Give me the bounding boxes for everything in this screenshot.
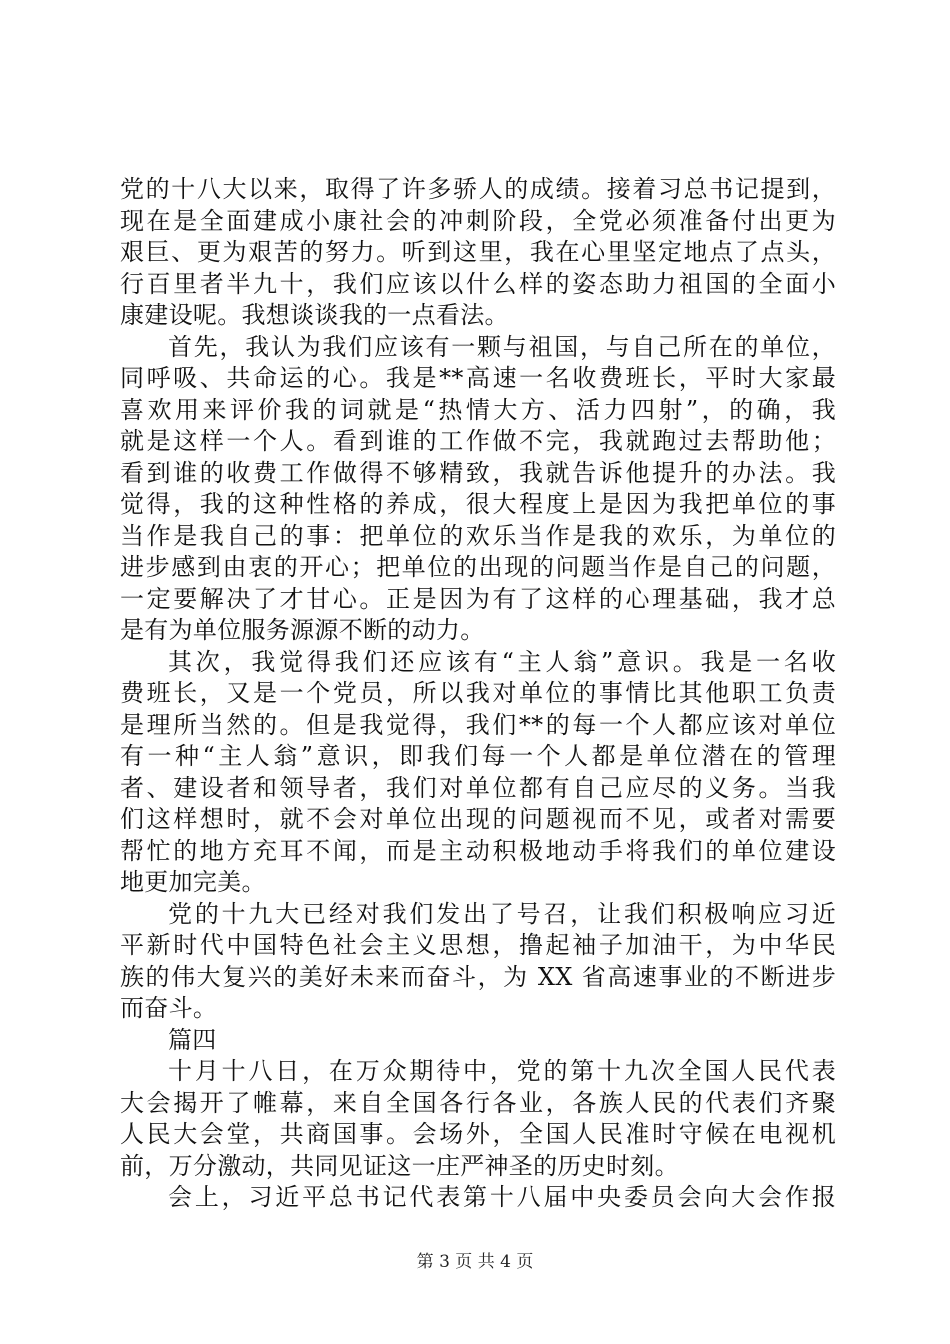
text-line: 有一种“主人翁”意识，即我们每一个人都是单位潜在的管理 [120,742,836,770]
text-line: 艰巨、更为艰苦的努力。听到这里，我在心里坚定地点了点头， [120,238,836,266]
text-line: 党的十九大已经对我们发出了号召，让我们积极响应习近 [168,899,836,928]
text-line: 十月十八日，在万众期待中，党的第十九次全国人民代表 [168,1057,836,1085]
text-line: 行百里者半九十，我们应该以什么样的姿态助力祖国的全面小 [120,269,836,298]
text-line: 而奋斗。 [120,994,218,1022]
text-line: 前，万分激动，共同见证这一庄严神圣的历史时刻。 [120,1151,679,1180]
text-line: 喜欢用来评价我的词就是“热情大方、活力四射”，的确，我 [120,395,836,424]
text-line: 党的十八大以来，取得了许多骄人的成绩。接着习总书记提到， [120,175,836,203]
text-line: 人民大会堂，共商国事。会场外，全国人民准时守候在电视机 [120,1120,836,1148]
text-line: 就是这样一个人。看到谁的工作做不完，我就跑过去帮助他； [120,427,836,455]
text-line: 进步感到由衷的开心；把单位的出现的问题当作是自己的问题， [120,553,836,581]
text-line: 当作是我自己的事：把单位的欢乐当作是我的欢乐，为单位的 [120,521,836,550]
text-line: 帮忙的地方充耳不闻，而是主动积极地动手将我们的单位建设 [120,836,836,865]
text-line: 其次，我觉得我们还应该有“主人翁”意识。我是一名收 [168,647,836,676]
text-line: 首先，我认为我们应该有一颗与祖国，与自己所在的单位， [168,332,836,361]
text-line: 现在是全面建成小康社会的冲刺阶段，全党必须准备付出更为 [120,206,836,235]
section-heading: 篇四 [168,1025,217,1054]
text-line: 会上，习近平总书记代表第十八届中央委员会向大会作报 [168,1183,836,1211]
text-line: 大会揭开了帷幕，来自全国各行各业，各族人民的代表们齐聚 [120,1088,836,1117]
text-line: 康建设呢。我想谈谈我的一点看法。 [120,301,509,329]
text-line: 者、建设者和领导者，我们对单位都有自己应尽的义务。当我 [120,773,836,802]
document-body [120,174,836,1214]
text-line: 地更加完美。 [120,868,266,896]
text-line: 同呼吸、共命运的心。我是**高速一名收费班长，平时大家最 [120,364,836,392]
text-line: 觉得，我的这种性格的养成，很大程度上是因为我把单位的事 [120,490,836,518]
page-number-footer: 第 3 页 共 4 页 [416,1252,534,1272]
text-line: 是理所当然的。但是我觉得，我们**的每一个人都应该对单位 [120,710,836,739]
text-line: 一定要解决了才甘心。正是因为有了这样的心理基础，我才总 [120,584,836,613]
text-line: 费班长，又是一个党员，所以我对单位的事情比其他职工负责 [120,679,836,707]
text-line: 平新时代中国特色社会主义思想，撸起袖子加油干，为中华民 [120,931,836,959]
text-line: 族的伟大复兴的美好未来而奋斗，为 XX 省高速事业的不断进步 [120,962,836,991]
text-line: 是有为单位服务源源不断的动力。 [120,616,485,644]
text-line: 看到谁的收费工作做得不够精致，我就告诉他提升的办法。我 [120,458,836,487]
text-line: 们这样想时，就不会对单位出现的问题视而不见，或者对需要 [120,805,836,833]
